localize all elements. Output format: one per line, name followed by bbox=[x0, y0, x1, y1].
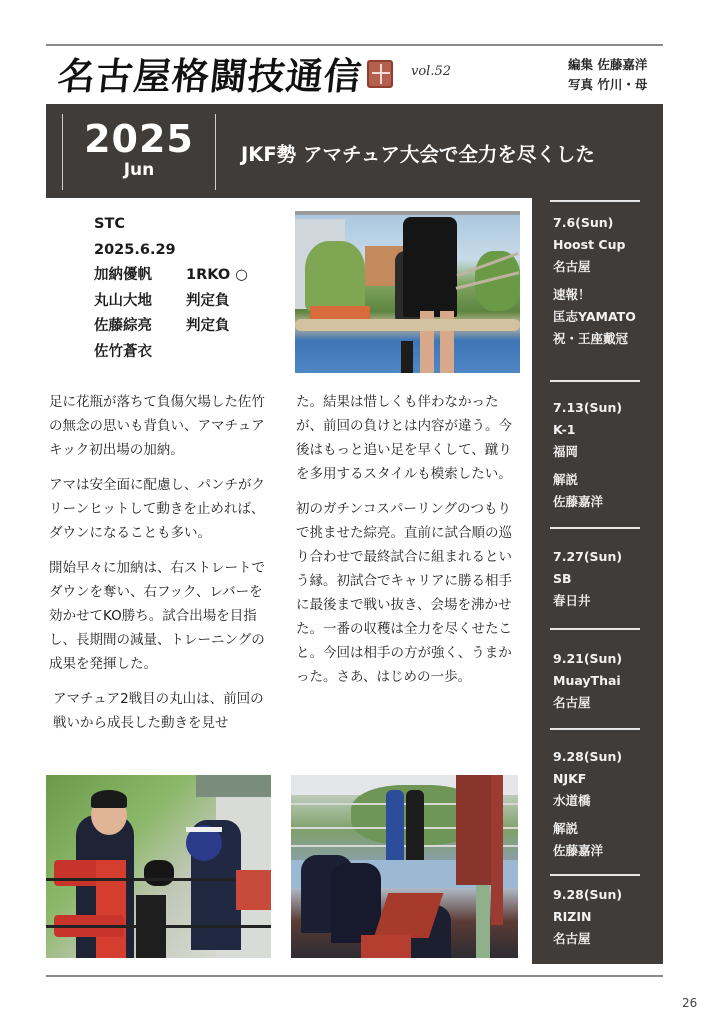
article-paragraph: た。結果は惜しくも伴わなかったが、前回の負けとは内容が違う。今後はもっと追い足を早くして、蹴りを多用するスタイルも模索したい。 bbox=[296, 394, 512, 482]
schedule-event: NJKF bbox=[553, 771, 587, 786]
schedule-note: 解説 bbox=[553, 821, 579, 836]
bottom-rule bbox=[46, 975, 663, 977]
photo-credit: 写真 竹川・母 bbox=[568, 77, 648, 92]
bout-result: 判定負 bbox=[186, 318, 230, 334]
divider bbox=[550, 380, 640, 382]
schedule-place: 名古屋 bbox=[553, 259, 591, 274]
top-rule bbox=[46, 44, 663, 46]
schedule-item bbox=[553, 746, 622, 862]
event-date: 2025.6.29 bbox=[94, 241, 176, 258]
article-paragraph: 足に花瓶が落ちて負傷欠場した佐竹の無念の思いも背負い、アマチュアキック初出場の加納。 bbox=[49, 394, 265, 458]
schedule-event: RIZIN bbox=[553, 909, 592, 924]
schedule-item bbox=[553, 212, 636, 350]
schedule-place: 福岡 bbox=[553, 444, 579, 459]
schedule-note: 匡志YAMATO bbox=[553, 309, 636, 324]
schedule-place: 春日井 bbox=[553, 593, 591, 608]
divider bbox=[550, 628, 640, 630]
bout-result: 判定負 bbox=[186, 292, 230, 309]
schedule-event: SB bbox=[553, 571, 572, 586]
bout-row bbox=[94, 340, 248, 366]
article-paragraph: アマチュア2戦目の丸山は、前回の戦いから成長した動きを見せ bbox=[53, 691, 264, 731]
headline-banner bbox=[46, 104, 663, 198]
masthead-title: 名古屋格闘技通信 bbox=[55, 54, 365, 98]
results-box bbox=[94, 212, 248, 365]
bout-row bbox=[94, 263, 248, 289]
bout-result: 1RKO ○ bbox=[186, 267, 248, 283]
schedule-date: 9.28(Sun) bbox=[553, 749, 623, 764]
event-name: STC bbox=[94, 216, 125, 232]
schedule-event: MuayThai bbox=[553, 673, 621, 688]
article-column-1 bbox=[49, 390, 275, 746]
schedule-note: 佐藤嘉洋 bbox=[553, 843, 604, 858]
schedule-note: 速報！ bbox=[553, 287, 591, 302]
banner-year: 2025 bbox=[84, 117, 194, 161]
schedule-date: 9.21(Sun) bbox=[553, 651, 623, 666]
schedule-sidebar bbox=[532, 198, 663, 964]
schedule-date: 7.6(Sun) bbox=[553, 215, 614, 230]
schedule-note: 祝・王座戴冠 bbox=[553, 331, 629, 346]
article-paragraph: 開始早々に加納は、右ストレートでダウンを奪い、右フック、レバーを効かせてKO勝ち。試合出場を目指し、長期間の減量、トレーニングの成果を発揮した。 bbox=[49, 560, 265, 672]
schedule-item bbox=[553, 648, 622, 714]
photo-headgear-sparring bbox=[46, 775, 271, 958]
divider bbox=[550, 200, 640, 202]
photo-ring-corner bbox=[295, 211, 520, 373]
schedule-event: K-1 bbox=[553, 422, 576, 437]
bout-row bbox=[94, 289, 248, 315]
schedule-item bbox=[553, 546, 622, 612]
schedule-note: 佐藤嘉洋 bbox=[553, 494, 604, 509]
bout-row bbox=[94, 314, 248, 340]
divider bbox=[550, 874, 640, 876]
divider bbox=[550, 728, 640, 730]
article-paragraph: アマは安全面に配慮し、パンチがクリーンヒットして動きを止めれば、ダウンになることも多い。 bbox=[49, 477, 265, 541]
schedule-place: 名古屋 bbox=[553, 695, 591, 710]
schedule-item bbox=[553, 884, 622, 950]
fighter-name: 丸山大地 bbox=[94, 292, 152, 309]
schedule-date: 9.28(Sun) bbox=[553, 887, 623, 902]
schedule-place: 水道橋 bbox=[553, 793, 591, 808]
page-number: 26 bbox=[682, 996, 698, 1010]
photo-team-ringside bbox=[291, 775, 518, 958]
fighter-name: 加納優帆 bbox=[94, 267, 152, 283]
seal-stamp-icon bbox=[367, 60, 393, 88]
banner-month: Jun bbox=[123, 160, 155, 180]
schedule-date: 7.27(Sun) bbox=[553, 549, 623, 564]
credits bbox=[568, 55, 647, 95]
divider bbox=[550, 527, 640, 529]
divider bbox=[62, 114, 63, 190]
editor-credit: 編集 佐藤嘉洋 bbox=[568, 57, 648, 72]
fighter-name: 佐藤綜亮 bbox=[94, 318, 152, 334]
schedule-place: 名古屋 bbox=[553, 931, 591, 946]
headline: JKF勢 アマチュア大会で全力を尽くした bbox=[241, 143, 595, 166]
article-column-2 bbox=[296, 390, 524, 700]
fighter-name: 佐竹蒼衣 bbox=[94, 343, 152, 360]
schedule-note: 解説 bbox=[553, 472, 579, 487]
schedule-item bbox=[553, 397, 622, 513]
schedule-event: Hoost Cup bbox=[553, 237, 626, 252]
article-paragraph: 初のガチンコスパーリングのつもりで挑ませた綜亮。直前に試合順の巡り合わせで最終試合に組まれるという縁。初試合でキャリアに勝る相手に最後まで戦い抜き、会場を沸かせた。一番の収穫は全力を尽くせたこと。今回は相手の方が強く、うまかった。さあ、はじめの一歩。 bbox=[296, 501, 512, 685]
divider bbox=[215, 114, 216, 190]
schedule-date: 7.13(Sun) bbox=[553, 400, 623, 415]
volume-number: vol.52 bbox=[411, 64, 452, 79]
